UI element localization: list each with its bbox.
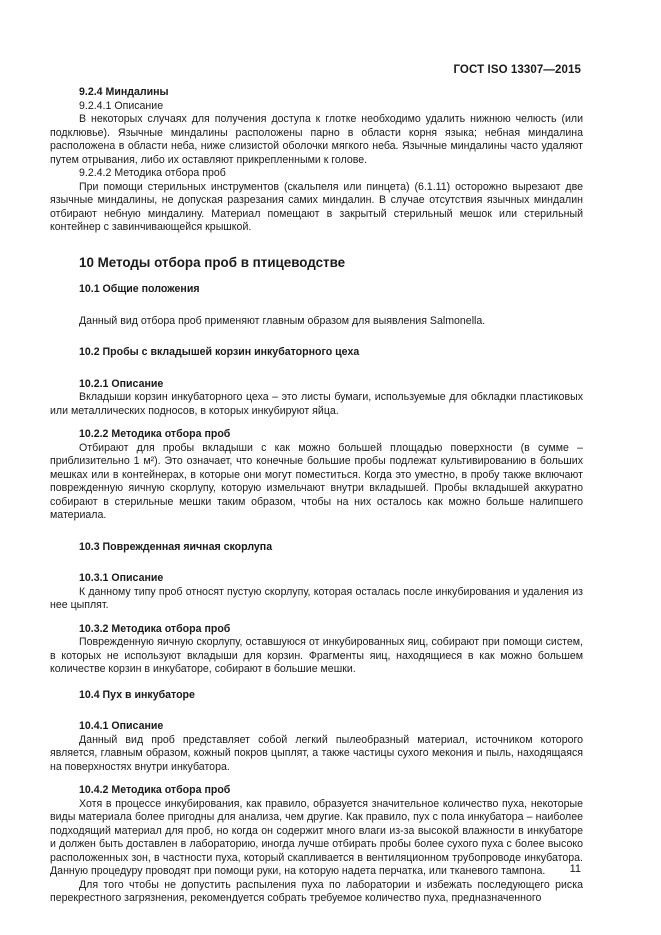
clause-heading: 10.3.1 Описание (79, 572, 164, 584)
paragraph: Отбирают для пробы вкладыши с как можно большей площадью поверхности (в сумме – приблизительно 1 м²). Это означает, что конечные большие пробы подлежат культивированию в больших мешках или в контейнерах, в которые они могут поместиться. Когда это уместно, в пробу также включают поврежденную яичную скорлупу, которую измельчают внутри вкладышей. Пробы вкладышей аккуратно собирают в стерильные мешки таким образом, чтобы на них осталось как можно больше налипшего материала. (50, 441, 583, 521)
subsection-heading: 10.2 Пробы с вкладышей корзин инкубаторного цеха (79, 346, 360, 358)
clause-subheading: 9.2.4.2 Методика отбора проб (79, 167, 226, 179)
clause-heading: 10.2.1 Описание (79, 377, 164, 390)
section-heading: 10 Методы отбора проб в птицеводстве (79, 254, 346, 270)
subsection-heading: 10.1 Общие положения (79, 283, 200, 295)
paragraph: Вкладыши корзин инкубаторного цеха – это листы бумаги, используемые для обкладки пластиковых или металлических подносов, в которых инкубируют яйца. (50, 391, 583, 417)
clause-heading: 10.4.2 Методика отбора проб (79, 784, 231, 796)
clause-subheading: 9.2.4.1 Описание (79, 99, 164, 112)
document-body (50, 86, 583, 906)
paragraph: К данному типу проб относят пустую скорлупу, которая осталась после инкубирования и удаления из нее цыплят. (50, 585, 583, 611)
paragraph: В некоторых случаях для получения доступа к глотке необходимо удалить нижнюю челюсть (или подклювье). Язычные миндалины расположены парно в области корня языка; небная миндалина расположена в области неба, ниже слизистой оболочки мягкого неба. Язычные миндалины часто удаляют путем отрывания, либо их оставляют прикрепленными к голове. (50, 113, 583, 166)
subsection-heading: 10.3 Поврежденная яичная скорлупа (79, 540, 273, 553)
clause-heading: 9.2.4 Миндалины (79, 86, 169, 98)
clause-heading: 10.2.2 Методика отбора проб (79, 428, 231, 440)
page-number: 11 (569, 863, 581, 875)
document-header: ГОСТ ISO 13307—2015 (453, 64, 581, 76)
paragraph: Хотя в процессе инкубирования, как правило, образуется значительное количество пуха, некоторые виды материала более пригодны для анализа, чем другие. Как правило, пух с пола инкубатора – наиболее подходящий материал для проб, но когда он содержит много влаги из-за высокой влажности в инкубаторе и должен быть доставлен в лабораторию, иногда лучше отбирать пробы более сухого пуха с более высоко расположенных зон, в частности пуха, который скапливается в вентиляционном трубопроводе инкубатора. Данную процедуру проводят при помощи руки, на которую надета перчатка, или тканевого тампона. (50, 797, 583, 877)
paragraph: Поврежденную яичную скорлупу, оставшуюся от инкубированных яиц, собирают при помощи систем, в которых не используют вкладыши для корзин. Фрагменты яиц, находящиеся в как можно большем количестве корзин в инкубаторе, собирают в большие мешки. (50, 636, 583, 675)
paragraph: Данный вид отбора проб применяют главным образом для выявления Salmonella. (79, 314, 486, 327)
paragraph: Для того чтобы не допустить распыления пуха по лаборатории и избежать последующего риска перекрестного загрязнения, рекомендуется собрать требуемое количество пуха, предназначенного (50, 878, 583, 904)
paragraph: Данный вид проб представляет собой легкий пылеобразный материал, источником которого является, главным образом, кожный покров цыплят, а также частицы сухого мекония и пыль, находящаяся на поверхностях внутри инкубатора. (50, 733, 583, 773)
clause-heading: 10.4.1 Описание (79, 720, 164, 732)
subsection-heading: 10.4 Пух в инкубаторе (79, 688, 195, 701)
paragraph: При помощи стерильных инструментов (скальпеля или пинцета) (6.1.11) осторожно вырезают две язычные миндалины, не допуская разрезания самих миндалин. В случае отсутствия язычных миндалин отбирают небную миндалину. Материал помещают в закрытый стерильный мешок или стерильный контейнер с завинчивающейся крышкой. (50, 180, 583, 233)
clause-heading: 10.3.2 Методика отбора проб (79, 622, 231, 635)
